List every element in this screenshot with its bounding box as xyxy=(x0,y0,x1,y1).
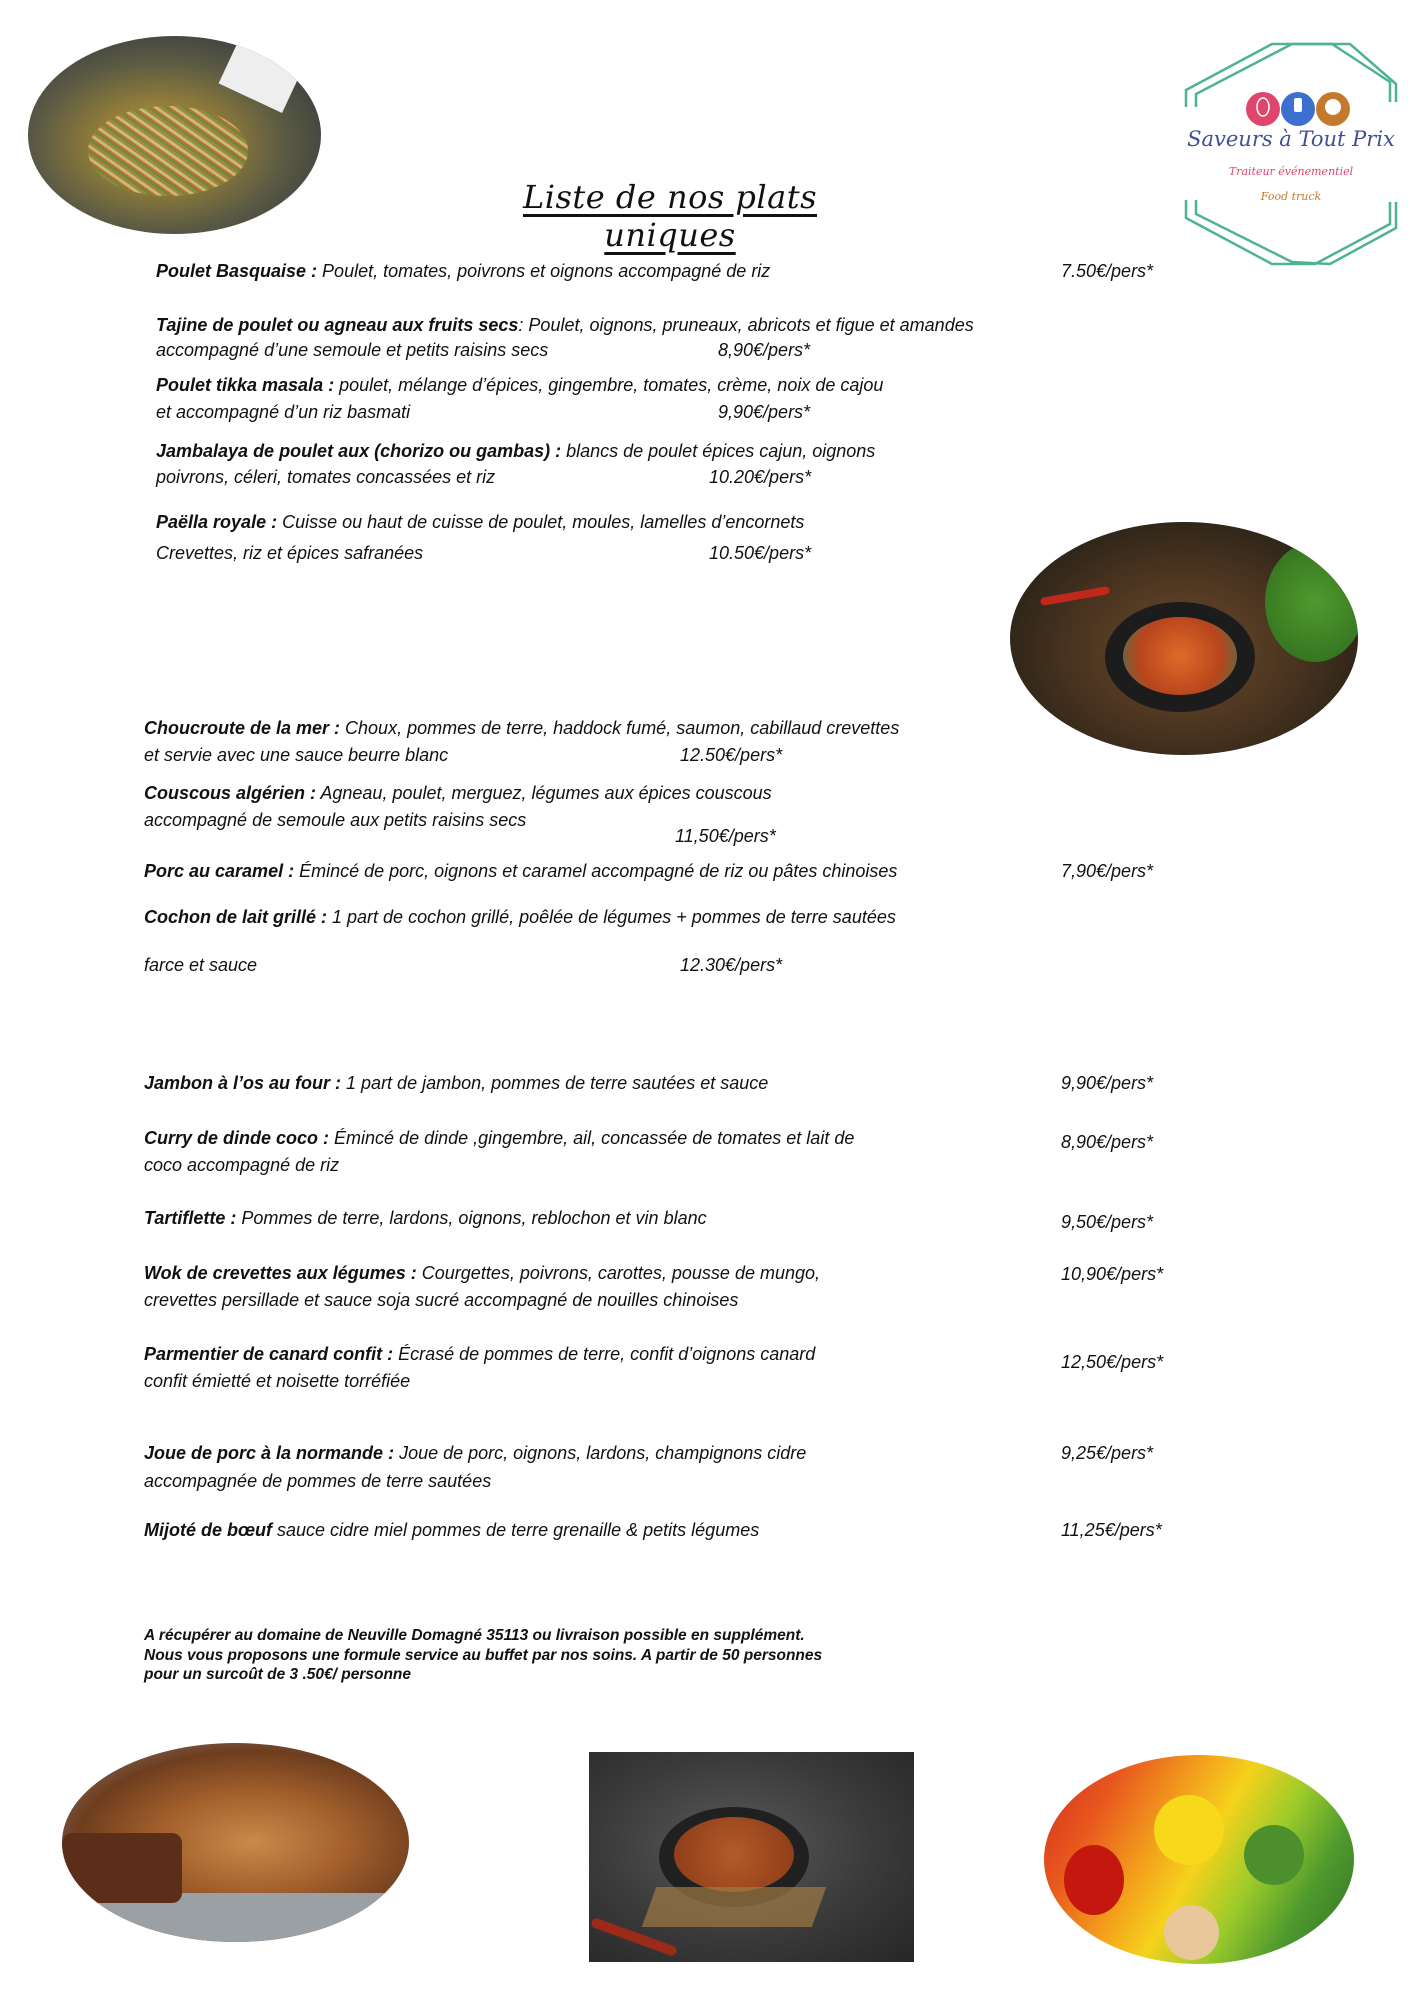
dish-name: Joue de porc à la normande : xyxy=(144,1443,395,1463)
dish-name: Choucroute de la mer : xyxy=(144,718,341,738)
dish-line-1 xyxy=(144,1519,759,1541)
dish-price: 11,50€/pers* xyxy=(675,826,776,846)
logo-tagline-1: Traiteur événementiel xyxy=(1228,165,1354,178)
dish-name: Cochon de lait grillé : xyxy=(144,907,328,927)
dish-name: Mijoté de bœuf xyxy=(144,1520,272,1540)
dish-line-1 xyxy=(156,260,770,282)
dish-description-line-2: Crevettes, riz et épices safranées xyxy=(156,543,424,563)
note-line-2: Nous vous proposons une formule service au buffet par nos soins. A partir de 50 personnes xyxy=(144,1646,823,1664)
dish-price: 12.30€/pers* xyxy=(680,955,783,975)
noodles-wok-photo xyxy=(28,36,321,234)
dish-price: 9,90€/pers* xyxy=(718,402,811,422)
roast-pig-photo xyxy=(62,1743,409,1942)
page-title: Liste de nos plats uniques xyxy=(522,178,817,254)
dish-price: 12.50€/pers* xyxy=(680,745,783,765)
dish-line-1 xyxy=(156,314,974,336)
vegetables-photo xyxy=(1044,1755,1354,1964)
dish-price: 10,90€/pers* xyxy=(1061,1264,1164,1284)
dish-description: Écrasé de pommes de terre, confit d’oignons canard xyxy=(393,1344,816,1364)
dish-description-line-2: et accompagné d’un riz basmati xyxy=(156,402,411,422)
dish-name: Couscous algérien : xyxy=(144,783,317,803)
dish-description: Émincé de dinde ,gingembre, ail, concassée de tomates et lait de xyxy=(329,1128,855,1148)
dish-line-1 xyxy=(144,1127,854,1149)
dish-price: 7,90€/pers* xyxy=(1061,861,1154,881)
dish-line-1 xyxy=(144,1262,820,1284)
curry-bowl-photo xyxy=(589,1752,914,1962)
dish-description: Courgettes, poivrons, carottes, pousse de mungo, xyxy=(416,1263,821,1283)
dish-description-line-2: coco accompagné de riz xyxy=(144,1155,340,1175)
dish-description: 1 part de jambon, pommes de terre sautées et sauce xyxy=(341,1073,769,1093)
dish-line-1 xyxy=(144,860,897,882)
curry-dish-photo xyxy=(1010,522,1358,755)
dish-line-1 xyxy=(156,511,804,533)
dish-description-line-2: accompagné de semoule aux petits raisins secs xyxy=(144,810,527,830)
dish-description-line-2: accompagnée de pommes de terre sautées xyxy=(144,1471,492,1491)
dish-price: 10.20€/pers* xyxy=(709,467,812,487)
dish-name: Parmentier de canard confit : xyxy=(144,1344,394,1364)
dish-name: Porc au caramel : xyxy=(144,861,295,881)
logo xyxy=(1180,32,1402,272)
dish-price: 7.50€/pers* xyxy=(1061,261,1154,281)
dish-description-line-2: crevettes persillade et sauce soja sucré accompagné de nouilles chinoises xyxy=(144,1290,739,1310)
note-line-3: pour un surcoût de 3 .50€/ personne xyxy=(144,1666,411,1683)
dish-name: Poulet tikka masala : xyxy=(156,375,335,395)
dish-price: 10.50€/pers* xyxy=(709,543,812,563)
dish-line-1 xyxy=(144,782,772,804)
dish-price: 11,25€/pers* xyxy=(1061,1520,1162,1540)
dish-price: 8,90€/pers* xyxy=(1061,1132,1154,1152)
dish-description-line-2: confit émietté et noisette torréfiée xyxy=(144,1371,411,1391)
dish-name: Tajine de poulet ou agneau aux fruits secs xyxy=(156,315,519,335)
logo-tagline-2: Food truck xyxy=(1260,190,1322,203)
dish-description: Émincé de porc, oignons et caramel accompagné de riz ou pâtes chinoises xyxy=(294,861,898,881)
dish-line-1 xyxy=(144,1207,707,1229)
logo-name: Saveurs à Tout Prix xyxy=(1187,127,1395,151)
dish-description: 1 part de cochon grillé, poêlée de légumes + pommes de terre sautées xyxy=(327,907,896,927)
dish-description-line-2: accompagné d’une semoule et petits raisins secs xyxy=(156,340,549,360)
dish-line-1 xyxy=(144,1442,806,1464)
dish-description: Joue de porc, oignons, lardons, champignons cidre xyxy=(394,1443,807,1463)
dish-name: Wok de crevettes aux légumes : xyxy=(144,1263,417,1283)
dish-price: 9,25€/pers* xyxy=(1061,1443,1154,1463)
dish-description: poulet, mélange d’épices, gingembre, tomates, crème, noix de cajou xyxy=(334,375,884,395)
dish-name: Paëlla royale : xyxy=(156,512,278,532)
dish-line-1 xyxy=(156,374,883,396)
dish-name: Jambon à l’os au four : xyxy=(144,1073,342,1093)
dish-price: 8,90€/pers* xyxy=(718,340,811,360)
dish-line-1 xyxy=(144,717,899,739)
dish-name: Jambalaya de poulet aux (chorizo ou gambas) : xyxy=(156,441,562,461)
dish-price: 9,50€/pers* xyxy=(1061,1212,1154,1232)
dish-name: Curry de dinde coco : xyxy=(144,1128,330,1148)
dish-description-line-2: et servie avec une sauce beurre blanc xyxy=(144,745,449,765)
dish-description: : Poulet, oignons, pruneaux, abricots et figue et amandes xyxy=(518,315,974,335)
dish-description-line-2: farce et sauce xyxy=(144,955,258,975)
dish-description-line-2: poivrons, céleri, tomates concassées et riz xyxy=(156,467,496,487)
dish-name: Poulet Basquaise : xyxy=(156,261,318,281)
dish-price: 9,90€/pers* xyxy=(1061,1073,1154,1093)
dish-description: Poulet, tomates, poivrons et oignons accompagné de riz xyxy=(317,261,771,281)
dish-line-1 xyxy=(144,1072,768,1094)
delivery-note xyxy=(144,1626,822,1685)
note-line-1: A récupérer au domaine de Neuville Domagné 35113 ou livraison possible en supplément. xyxy=(144,1627,805,1644)
dish-line-1 xyxy=(144,906,896,928)
dish-description: blancs de poulet épices cajun, oignons xyxy=(561,441,876,461)
dish-line-1 xyxy=(144,1343,815,1365)
dish-line-1 xyxy=(156,440,875,462)
dish-description: Agneau, poulet, merguez, légumes aux épices couscous xyxy=(316,783,772,803)
dish-price: 12,50€/pers* xyxy=(1061,1352,1164,1372)
dish-name: Tartiflette : xyxy=(144,1208,237,1228)
dish-description: sauce cidre miel pommes de terre grenaille & petits légumes xyxy=(271,1520,760,1540)
dish-description: Cuisse ou haut de cuisse de poulet, moules, lamelles d’encornets xyxy=(277,512,805,532)
hexagon-frame-icon xyxy=(1180,32,1402,272)
dish-description: Choux, pommes de terre, haddock fumé, saumon, cabillaud crevettes xyxy=(340,718,900,738)
dish-description: Pommes de terre, lardons, oignons, reblochon et vin blanc xyxy=(236,1208,707,1228)
